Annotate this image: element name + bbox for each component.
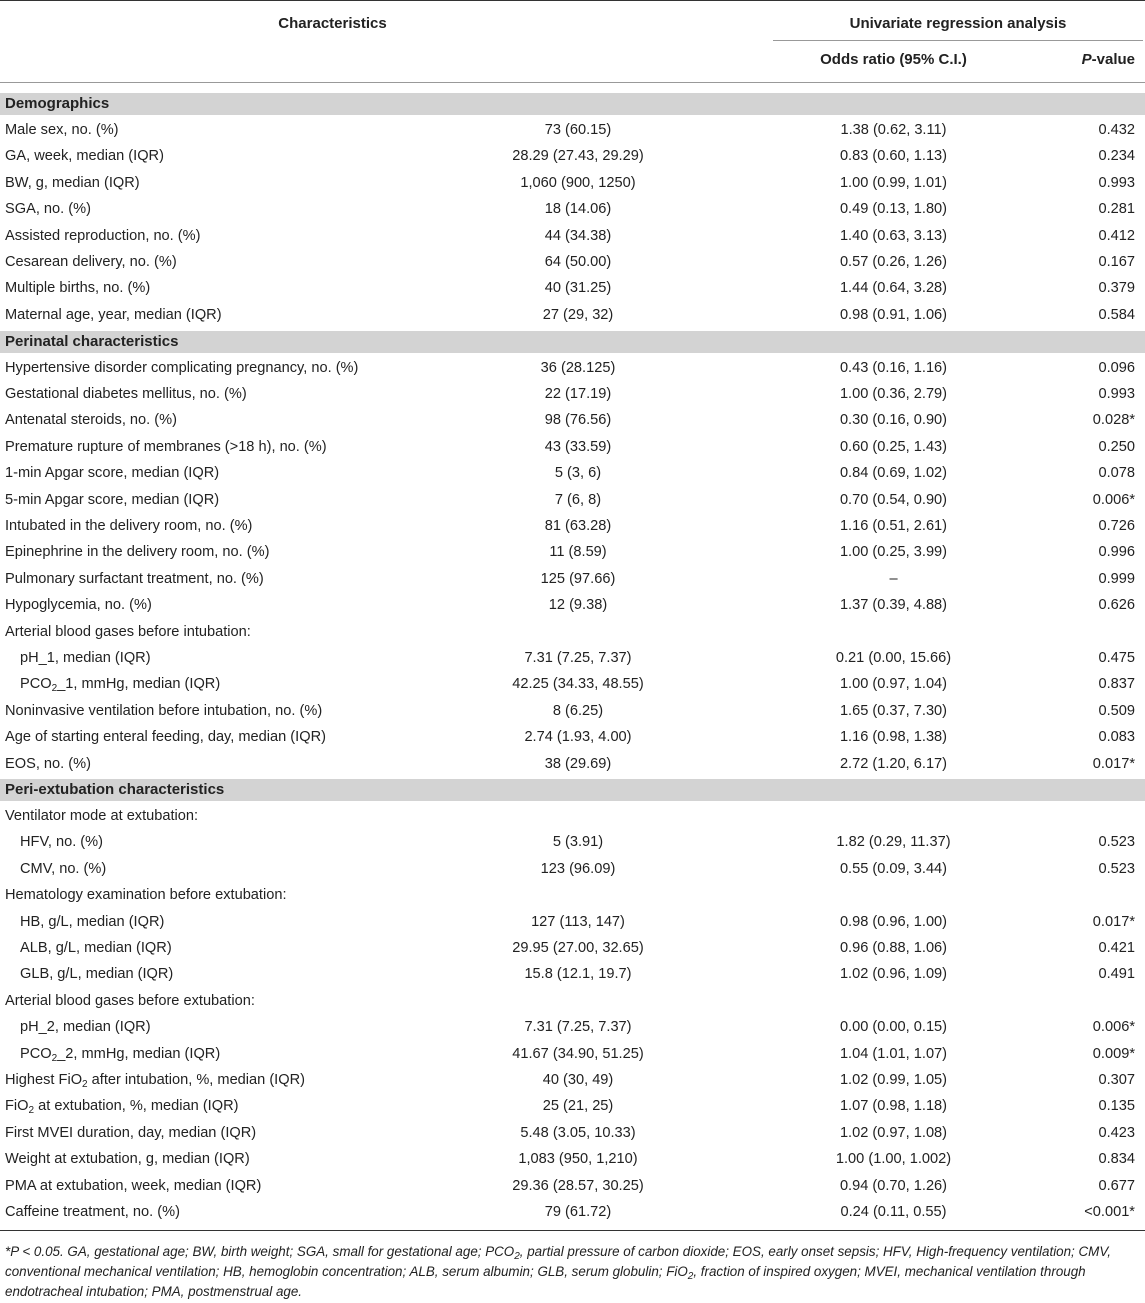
top-rule <box>0 0 1145 1</box>
table-row: Assisted reproduction, no. (%) 44 (34.38) 1.40 (0.63, 3.13) 0.412 <box>5 227 1135 244</box>
table-row: $PCO_2\_2$, mmHg, median (IQR) 41.67 (34.90, 51.25) 1.04 (1.01, 1.07) 0.009* <box>20 1045 1135 1064</box>
table-row: GLB, g/L, median (IQR) 15.8 (12.1, 19.7) 1.02 (0.96, 1.09) 0.491 <box>20 966 1135 983</box>
table-footnote: *P < 0.05. GA, gestational age; BW, birth weight; SGA, small for gestational age; $PCO_2$, partial pressure of carbon dioxide; EOS, early onset sepsis; HFV, High-frequency ventilation; CMV, conventional mechanical ventilation; HB, hemoglobin concentration; ALB, serum albumin; GLB, serum globulin; FiO$_2$, fraction of inspired oxygen; MVEI, mechanical ventilation through endotracheal intubation; PMA, postmenstrual age. <box>5 1244 1111 1299</box>
table-row: Premature rupture of membranes (>18 h), no. (%) 43 (33.59) 0.60 (0.25, 1.43) 0.250 <box>5 438 1135 455</box>
univariate-header: Univariate regression analysis <box>849 15 1067 32</box>
p-value-header: P-value <box>1081 51 1135 68</box>
section-demographics: Demographics <box>0 93 1145 115</box>
table-row: Hematology examination before extubation: <box>5 887 287 904</box>
table-row: Male sex, no. (%) 73 (60.15) 1.38 (0.62, 3.11) 0.432 <box>5 122 1135 138</box>
table-row: Hypertensive disorder complicating pregnancy, no. (%) 36 (28.125) 0.43 (0.16, 1.16) 0.096 <box>5 359 1135 376</box>
table-row: Multiple births, no. (%) 40 (31.25) 1.44 (0.64, 3.28) 0.379 <box>5 280 1135 297</box>
section-peri-extubation: Peri-extubation characteristics <box>0 779 1145 801</box>
table-row: $PCO_2\_1$, mmHg, median (IQR) 42.25 (34.33, 48.55) 1.00 (0.97, 1.04) 0.837 <box>20 676 1135 695</box>
table-row: EOS, no. (%) 38 (29.69) 2.72 (1.20, 6.17) 0.017* <box>5 755 1135 772</box>
characteristics-header: Characteristics <box>278 15 387 32</box>
table-row: Ventilator mode at extubation: <box>5 808 199 824</box>
table-row: Antenatal steroids, no. (%) 98 (76.56) 0.30 (0.16, 0.90) 0.028* <box>5 412 1135 429</box>
table-row: 5-min Apgar score, median (IQR) 7 (6, 8) 0.70 (0.54, 0.90) 0.006* <box>5 491 1135 508</box>
header-bottom-rule <box>0 82 1145 83</box>
table-row: CMV, no. (%) 123 (96.09) 0.55 (0.09, 3.44) 0.523 <box>20 860 1135 877</box>
section-perinatal: Perinatal characteristics <box>0 331 1145 353</box>
table-row: Pulmonary surfactant treatment, no. (%) 125 (97.66) – 0.999 <box>5 570 1135 587</box>
table-row: pH_2, median (IQR) 7.31 (7.25, 7.37) 0.00 (0.00, 0.15) 0.006* <box>20 1019 1135 1036</box>
group-subrule <box>773 40 1143 41</box>
table-row: Epinephrine in the delivery room, no. (%) 11 (8.59) 1.00 (0.25, 3.99) 0.996 <box>5 544 1135 561</box>
table-row: Cesarean delivery, no. (%) 64 (50.00) 0.57 (0.26, 1.26) 0.167 <box>5 254 1135 270</box>
table-row: SGA, no. (%) 18 (14.06) 0.49 (0.13, 1.80) 0.281 <box>5 201 1135 218</box>
table-row: Arterial blood gases before intubation: <box>5 623 251 640</box>
table-row: HB, g/L, median (IQR) 127 (113, 147) 0.98 (0.96, 1.00) 0.017* <box>20 913 1135 930</box>
table-row: Caffeine treatment, no. (%) 79 (61.72) 0.24 (0.11, 0.55) <0.001* <box>5 1204 1135 1220</box>
odds-ratio-header: Odds ratio (95% C.I.) <box>820 51 967 68</box>
table-row: BW, g, median (IQR) 1,060 (900, 1250) 1.00 (0.99, 1.01) 0.993 <box>5 174 1135 191</box>
table-bottom-rule <box>0 1230 1145 1231</box>
table-row: pH_1, median (IQR) 7.31 (7.25, 7.37) 0.21 (0.00, 15.66) 0.475 <box>20 649 1135 666</box>
table-row: GA, week, median (IQR) 28.29 (27.43, 29.29) 0.83 (0.60, 1.13) 0.234 <box>5 148 1135 165</box>
table-row: HFV, no. (%) 5 (3.91) 1.82 (0.29, 11.37) 0.523 <box>20 834 1135 851</box>
table-row: Highest FiO$_2$ after intubation, %, median (IQR) 40 (30, 49) 1.02 (0.99, 1.05) 0.307 <box>5 1072 1135 1090</box>
table-row: Weight at extubation, g, median (IQR) 1,083 (950, 1,210) 1.00 (1.00, 1.002) 0.834 <box>5 1151 1135 1168</box>
table-row: Noninvasive ventilation before intubation, no. (%) 8 (6.25) 1.65 (0.37, 7.30) 0.509 <box>5 702 1135 719</box>
table-row: Age of starting enteral feeding, day, median (IQR) 2.74 (1.93, 4.00) 1.16 (0.98, 1.38) 0.083 <box>5 729 1135 746</box>
table-row: First MVEI duration, day, median (IQR) 5.48 (3.05, 10.33) 1.02 (0.97, 1.08) 0.423 <box>5 1124 1135 1141</box>
table-row: Arterial blood gases before extubation: <box>5 992 255 1009</box>
table-row: FiO$_2$ at extubation, %, median (IQR) 25 (21, 25) 1.07 (0.98, 1.18) 0.135 <box>5 1098 1135 1117</box>
table-row: ALB, g/L, median (IQR) 29.95 (27.00, 32.65) 0.96 (0.88, 1.06) 0.421 <box>20 940 1135 956</box>
table-row: Intubated in the delivery room, no. (%) 81 (63.28) 1.16 (0.51, 2.61) 0.726 <box>5 517 1135 534</box>
table-row: 1-min Apgar score, median (IQR) 5 (3, 6) 0.84 (0.69, 1.02) 0.078 <box>5 465 1135 482</box>
table-row: Gestational diabetes mellitus, no. (%) 22 (17.19) 1.00 (0.36, 2.79) 0.993 <box>5 385 1135 402</box>
table-row: Maternal age, year, median (IQR) 27 (29, 32) 0.98 (0.91, 1.06) 0.584 <box>5 306 1135 323</box>
table-row: PMA at extubation, week, median (IQR) 29.36 (28.57, 30.25) 0.94 (0.70, 1.26) 0.677 <box>5 1177 1135 1194</box>
table-row: Hypoglycemia, no. (%) 12 (9.38) 1.37 (0.39, 4.88) 0.626 <box>5 597 1135 614</box>
